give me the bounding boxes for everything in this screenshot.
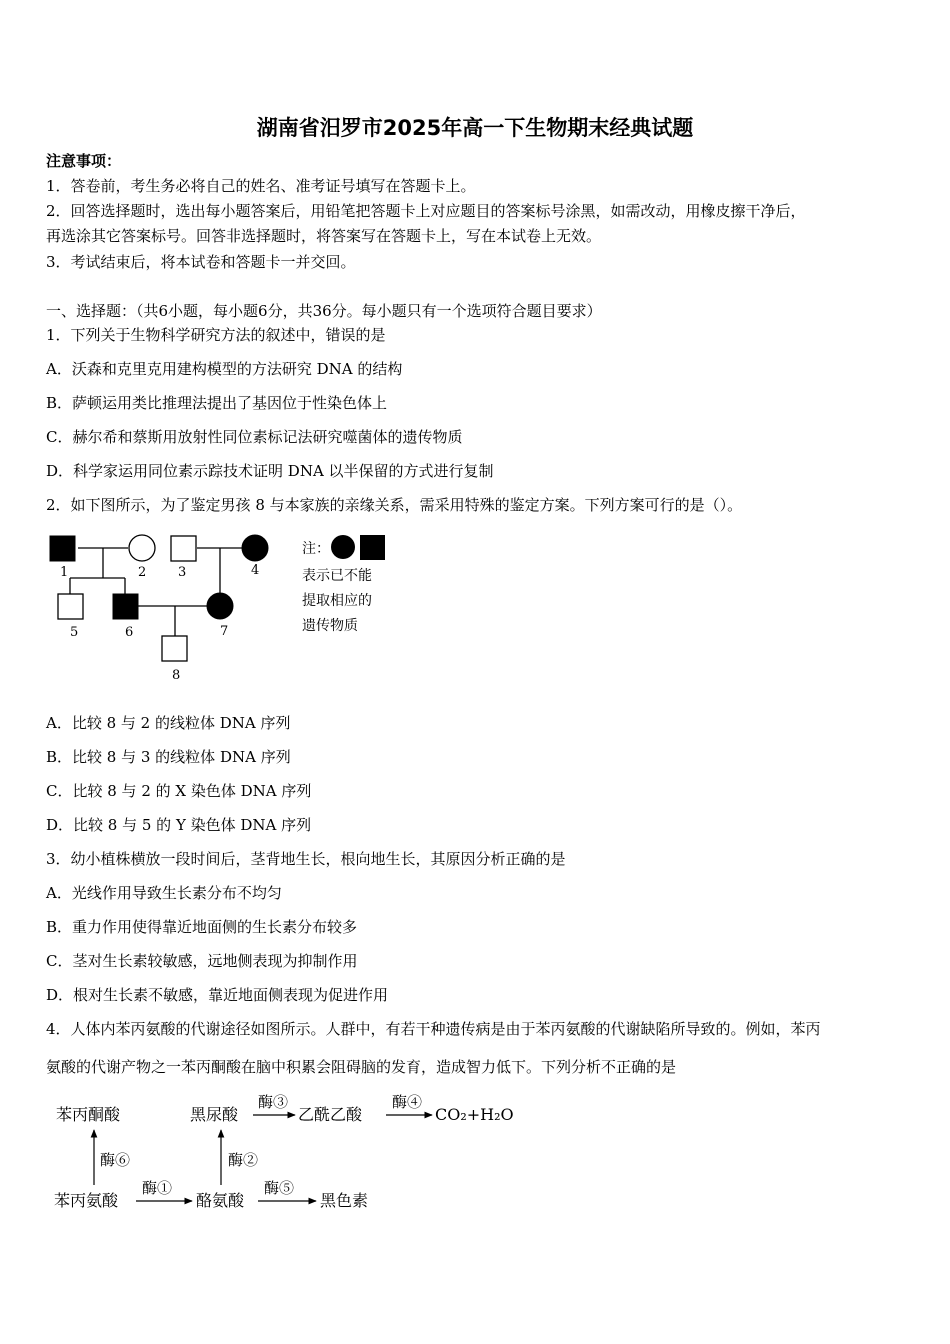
individual-2 — [129, 535, 155, 561]
node-melanin: 黑色素 — [320, 1191, 369, 1210]
node-phenylalanine: 苯丙氨酸 — [54, 1191, 119, 1210]
notice-item: 2．回答选择题时，选出每小题答案后，用铅笔把答题卡上对应题目的答案标号涂黑，如需改动，用橡皮擦干净后， — [46, 202, 806, 220]
question-4-stem-line: 4．人体内苯丙氨酸的代谢途径如图所示。人群中，有若干种遗传病是由于苯丙氨酸的代谢缺陷所导致的。例如，苯丙 — [46, 1020, 821, 1038]
node-acetoacetate: 乙酰乙酸 — [298, 1105, 363, 1124]
question-3-option-a: A．光线作用导致生长素分布不均匀 — [46, 884, 282, 902]
individual-7 — [207, 593, 233, 619]
label-1: 1 — [60, 565, 69, 580]
section-heading: 一、选择题：（共6小题，每小题6分，共36分。每小题只有一个选项符合题目要求） — [46, 302, 602, 320]
individual-4 — [242, 535, 268, 561]
notice-heading: 注意事项： — [46, 152, 122, 170]
question-3-option-d: D．根对生长素不敏感，靠近地面侧表现为促进作用 — [46, 986, 389, 1004]
question-1-option-a: A．沃森和克里克用建构模型的方法研究 DNA 的结构 — [46, 360, 403, 378]
question-1-stem: 1．下列关于生物科学研究方法的叙述中，错误的是 — [46, 326, 386, 344]
label-2: 2 — [138, 565, 147, 580]
legend-line: 表示已不能 — [302, 568, 372, 584]
node-tyrosine: 酪氨酸 — [196, 1191, 245, 1210]
label-8: 8 — [172, 668, 181, 683]
question-3-option-c: C．茎对生长素较敏感，远地侧表现为抑制作用 — [46, 952, 358, 970]
label-enzyme4: 酶④ — [392, 1093, 423, 1111]
individual-1 — [50, 536, 75, 561]
label-enzyme6: 酶⑥ — [100, 1151, 131, 1169]
label-4: 4 — [251, 563, 260, 578]
individual-8 — [162, 636, 187, 661]
label-enzyme2: 酶② — [228, 1151, 259, 1169]
individual-5 — [58, 594, 83, 619]
question-2-stem: 2．如下图所示，为了鉴定男孩 8 与本家族的亲缘关系，需采用特殊的鉴定方案。下列方案可行的是（）。 — [46, 496, 743, 514]
individual-6 — [113, 594, 138, 619]
individual-3 — [171, 536, 196, 561]
notice-item: 3．考试结束后，将本试卷和答题卡一并交回。 — [46, 253, 356, 271]
question-2-option-a: A．比较 8 与 2 的线粒体 DNA 序列 — [46, 714, 291, 732]
question-2-option-b: B．比较 8 与 3 的线粒体 DNA 序列 — [46, 748, 291, 766]
question-1-option-c: C．赫尔希和蔡斯用放射性同位素标记法研究噬菌体的遗传物质 — [46, 428, 463, 446]
legend-line: 提取相应的 — [302, 593, 372, 609]
notice-item: 1．答卷前，考生务必将自己的姓名、准考证号填写在答题卡上。 — [46, 177, 476, 195]
label-6: 6 — [125, 625, 134, 640]
label-5: 5 — [70, 625, 79, 640]
node-homogentisate: 黑尿酸 — [190, 1105, 239, 1124]
question-1-option-b: B．萨顿运用类比推理法提出了基因位于性染色体上 — [46, 394, 388, 412]
question-1-option-d: D．科学家运用同位素示踪技术证明 DNA 以半保留的方式进行复制 — [46, 462, 494, 480]
label-enzyme1: 酶① — [142, 1179, 173, 1197]
legend-line: 遗传物质 — [302, 618, 358, 634]
pedigree-figure — [40, 528, 400, 688]
metabolic-pathway-figure — [50, 1090, 530, 1220]
legend-filled-square — [360, 535, 385, 560]
question-2-option-c: C．比较 8 与 2 的 X 染色体 DNA 序列 — [46, 782, 312, 800]
question-4-stem-line: 氨酸的代谢产物之一苯丙酮酸在脑中积累会阻碍脑的发育，造成智力低下。下列分析不正确的是 — [46, 1058, 677, 1076]
label-enzyme5: 酶⑤ — [264, 1179, 295, 1197]
page-title: 湖南省汨罗市2025年高一下生物期末经典试题 — [256, 116, 694, 140]
label-7: 7 — [220, 624, 229, 639]
notice-item: 再选涂其它答案标号。回答非选择题时，将答案写在答题卡上，写在本试卷上无效。 — [46, 227, 602, 245]
question-3-stem: 3．幼小植株横放一段时间后，茎背地生长，根向地生长，其原因分析正确的是 — [46, 850, 566, 868]
node-phenylpyruvate: 苯丙酮酸 — [56, 1105, 121, 1124]
question-3-option-b: B．重力作用使得靠近地面侧的生长素分布较多 — [46, 918, 358, 936]
node-co2-h2o: CO₂+H₂O — [435, 1105, 514, 1124]
label-3: 3 — [178, 565, 187, 580]
legend-filled-circle — [331, 535, 355, 559]
label-enzyme3: 酶③ — [258, 1093, 289, 1111]
legend-prefix: 注： — [302, 541, 330, 557]
question-2-option-d: D．比较 8 与 5 的 Y 染色体 DNA 序列 — [46, 816, 312, 834]
